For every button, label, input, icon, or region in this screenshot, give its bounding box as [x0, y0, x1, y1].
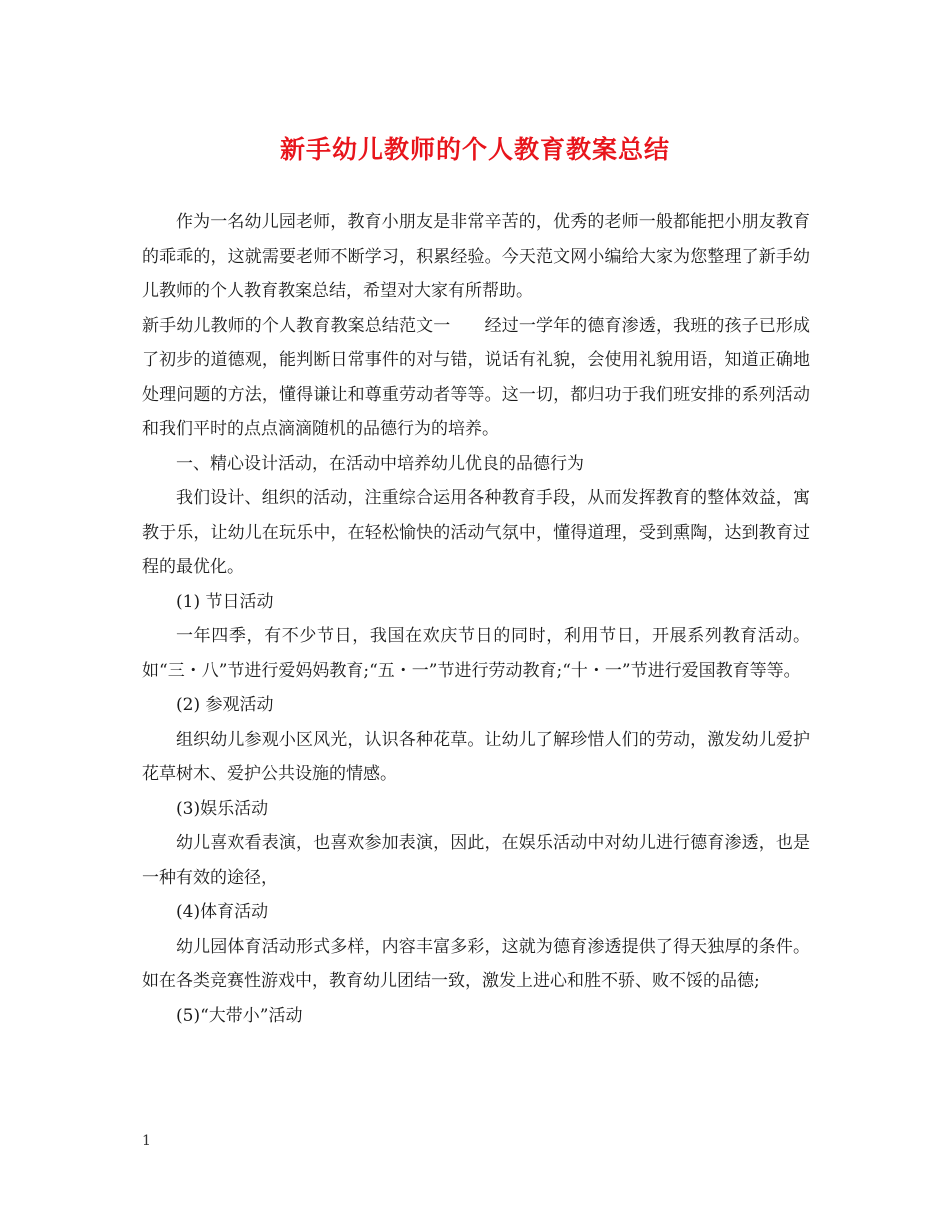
document-title: 新手幼儿教师的个人教育教案总结	[279, 135, 670, 164]
body-paragraph: 幼儿园体育活动形式多样，内容丰富多彩，这就为德育渗透提供了得天独厚的条件。如在各类竞赛性游戏中，教育幼儿团结一致，激发上进心和胜不骄、败不馁的品德;	[142, 936, 810, 991]
document-body	[142, 205, 810, 1033]
body-paragraph: 一年四季，有不少节日，我国在欢庆节日的同时，利用节日，开展系列教育活动。如“三・八”节进行爱妈妈教育;“五・一”节进行劳动教育;“十・一”节进行爱国教育等等。	[142, 626, 810, 681]
body-paragraph: 组织幼儿参观小区风光，认识各种花草。让幼儿了解珍惜人们的劳动，激发幼儿爱护花草树木、爱护公共设施的情感。	[142, 729, 810, 784]
body-paragraph: 幼儿喜欢看表演，也喜欢参加表演，因此，在娱乐活动中对幼儿进行德育渗透，也是一种有效的途径，	[142, 833, 810, 888]
body-paragraph: 我们设计、组织的活动，注重综合运用各种教育手段，从而发挥教育的整体效益，寓教于乐，让幼儿在玩乐中，在轻松愉快的活动气氛中，懂得道理，受到熏陶，达到教育过程的最优化。	[142, 488, 810, 577]
subheading-visit: (2) 参观活动	[176, 695, 274, 715]
section-heading: 一、精心设计活动，在活动中培养幼儿优良的品德行为	[176, 453, 584, 474]
subheading-sports: (4)体育活动	[176, 902, 269, 922]
sample-one-paragraph: 新手幼儿教师的个人教育教案总结范文一 经过一学年的德育渗透，我班的孩子已形成了初步的道德观，能判断日常事件的对与错，说话有礼貌，会使用礼貌用语，知道正确地处理问题的方法，懂得谦让和尊重劳动者等等。这一切，都归功于我们班安排的系列活动和我们平时的点点滴滴随机的品德行为的培养。	[142, 315, 810, 439]
subheading-entertainment: (3)娱乐活动	[176, 798, 269, 819]
subheading-big-with-small: (5)“大带小”活动	[176, 1005, 303, 1026]
intro-paragraph: 作为一名幼儿园老师，教育小朋友是非常辛苦的，优秀的老师一般都能把小朋友教育的乖乖的，这就需要老师不断学习，积累经验。今天范文网小编给大家为您整理了新手幼儿教师的个人教育教案总结，希望对大家有所帮助。	[142, 212, 810, 301]
page-number: 1	[142, 1133, 151, 1149]
subheading-festival: (1) 节日活动	[176, 591, 274, 612]
